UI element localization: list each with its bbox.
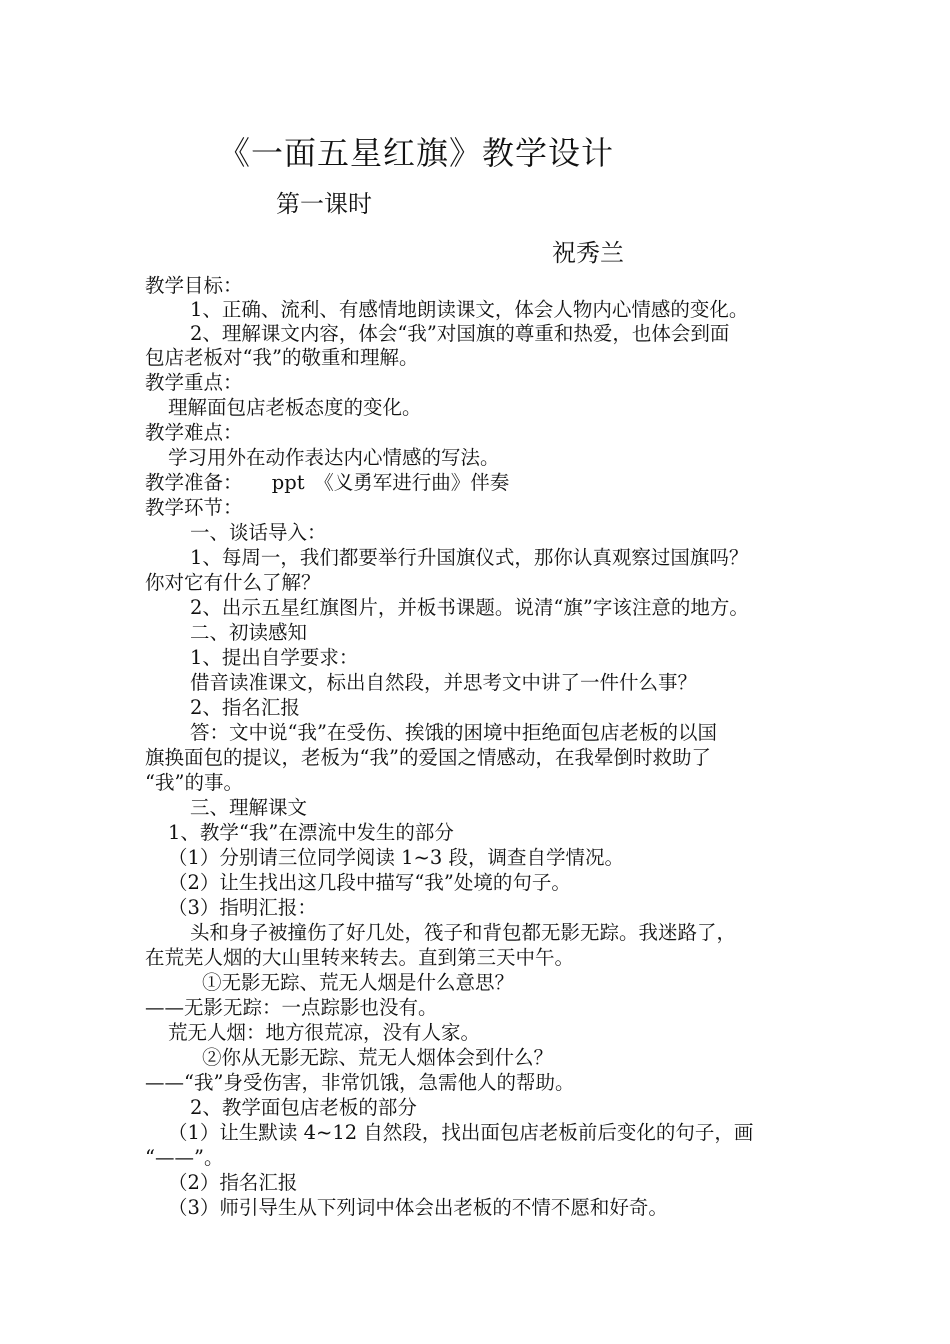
paragraph-line: 1、正确、流利、有感情地朗读课文，体会人物内心情感的变化。: [190, 298, 749, 321]
paragraph-line: 1、提出自学要求：: [190, 646, 359, 669]
paragraph-line: “我”的事。: [145, 771, 243, 794]
paragraph-line: 2、指名汇报: [190, 696, 300, 719]
section-heading: 教学准备： ppt 《义勇军进行曲》伴奏: [145, 471, 510, 494]
paragraph-line: 你对它有什么了解？: [145, 571, 321, 594]
step-heading: 三、理解课文: [190, 796, 308, 819]
paragraph-line: 理解面包店老板态度的变化。: [168, 396, 422, 419]
paragraph-line: 头和身子被撞伤了好几处，筏子和背包都无影无踪。我迷路了，: [190, 921, 737, 944]
paragraph-line: 学习用外在动作表达内心情感的写法。: [168, 446, 500, 469]
section-heading: 教学目标：: [145, 274, 243, 297]
paragraph-line: 2、出示五星红旗图片，并板书课题。说清“旗”字该注意的地方。: [190, 596, 749, 619]
section-heading: 教学环节：: [145, 496, 243, 519]
paragraph-line: “——”。: [145, 1146, 224, 1169]
paragraph-line: （3）指明汇报：: [168, 896, 317, 919]
lesson-subtitle: 第一课时: [276, 190, 372, 218]
author-name: 祝秀兰: [552, 239, 624, 267]
paragraph-line: ——无影无踪：一点踪影也没有。: [145, 996, 438, 1019]
paragraph-line: （1）让生默读 4~12 自然段，找出面包店老板前后变化的句子，画: [168, 1121, 754, 1144]
step-heading: 一、谈话导入：: [190, 521, 327, 544]
document-title: 《一面五星红旗》教学设计: [218, 134, 615, 172]
paragraph-line: ——“我”身受伤害，非常饥饿，急需他人的帮助。: [145, 1071, 575, 1094]
section-heading: 教学难点：: [145, 421, 243, 444]
paragraph-line: （2）让生找出这几段中描写“我”处境的句子。: [168, 871, 571, 894]
paragraph-line: （2）指名汇报: [168, 1171, 298, 1194]
paragraph-line: 1、每周一，我们都要举行升国旗仪式，那你认真观察过国旗吗？: [190, 546, 749, 569]
paragraph-line: ②你从无影无踪、荒无人烟体会到什么？: [202, 1046, 554, 1069]
paragraph-line: 包店老板对“我”的敬重和理解。: [145, 346, 419, 369]
paragraph-line: （3）师引导生从下列词中体会出老板的不情不愿和好奇。: [168, 1196, 668, 1219]
paragraph-line: （1）分别请三位同学阅读 1~3 段，调查自学情况。: [168, 846, 624, 869]
paragraph-line: 荒无人烟：地方很荒凉，没有人家。: [168, 1021, 481, 1044]
paragraph-line: 2、理解课文内容，体会“我”对国旗的尊重和热爱，也体会到面: [190, 322, 730, 345]
paragraph-line: 旗换面包的提议，老板为“我”的爱国之情感动，在我晕倒时救助了: [145, 746, 711, 769]
section-heading: 教学重点：: [145, 371, 243, 394]
paragraph-line: 1、教学“我”在漂流中发生的部分: [168, 821, 454, 844]
paragraph-line: 在荒芜人烟的大山里转来转去。直到第三天中午。: [145, 946, 575, 969]
paragraph-line: 借音读准课文，标出自然段，并思考文中讲了一件什么事？: [190, 671, 698, 694]
paragraph-line: 答：文中说“我”在受伤、挨饿的困境中拒绝面包店老板的以国: [190, 721, 717, 744]
paragraph-line: 2、教学面包店老板的部分: [190, 1096, 417, 1119]
step-heading: 二、初读感知: [190, 621, 308, 644]
paragraph-line: ①无影无踪、荒无人烟是什么意思？: [202, 971, 515, 994]
